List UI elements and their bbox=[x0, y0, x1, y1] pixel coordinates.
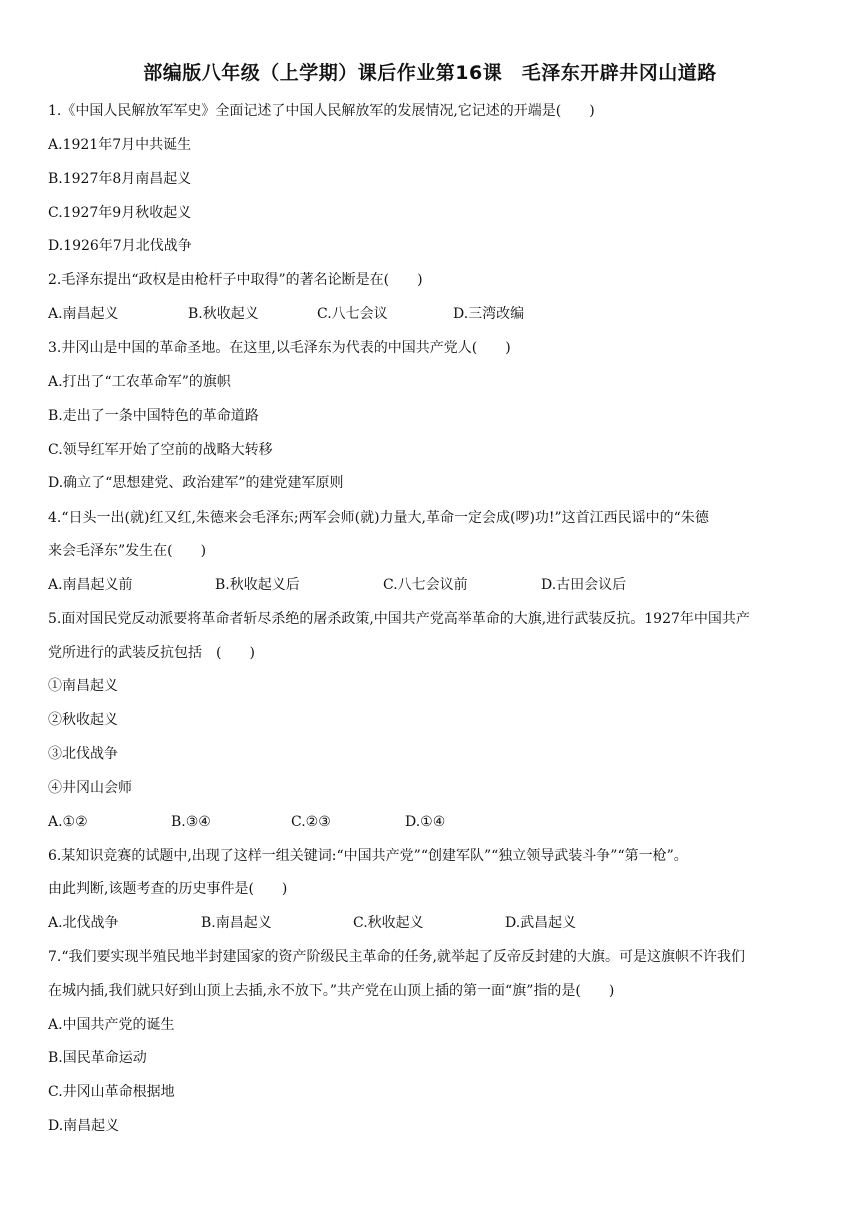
question-1-option-a: A.1921年7月中共诞生 bbox=[48, 137, 192, 153]
question-5-option-b: B.③④ bbox=[171, 814, 211, 830]
question-2-options bbox=[48, 304, 524, 324]
question-7-option-a: A.中国共产党的诞生 bbox=[48, 1017, 175, 1033]
question-4-options bbox=[48, 575, 626, 595]
question-4-option-c: C.八七会议前 bbox=[383, 577, 468, 593]
question-4-option-d: D.古田会议后 bbox=[541, 577, 627, 593]
question-5-option-c: C.②③ bbox=[291, 814, 331, 830]
question-6-stem-line-2: 由此判断,该题考查的历史事件是( ) bbox=[48, 881, 288, 897]
question-3-option-d: D.确立了“思想建党、政治建军”的建党建军原则 bbox=[48, 475, 344, 491]
question-1-option-b: B.1927年8月南昌起义 bbox=[48, 171, 192, 187]
question-1-stem: 1.《中国人民解放军军史》全面记述了中国人民解放军的发展情况,它记述的开端是( ) bbox=[48, 103, 595, 119]
question-6-option-d: D.武昌起义 bbox=[505, 915, 577, 931]
question-4-stem-line-2: 来会毛泽东”发生在( ) bbox=[48, 543, 207, 559]
question-2-option-a: A.南昌起义 bbox=[48, 306, 119, 322]
question-6-stem-line-1: 6.某知识竞赛的试题中,出现了这样一组关键词:“中国共产党”“创建军队”“独立领导武装斗争”“第一枪”。 bbox=[48, 848, 688, 864]
question-6-options bbox=[48, 913, 576, 933]
question-1-option-d: D.1926年7月北伐战争 bbox=[48, 238, 192, 254]
question-5-stem-line-1: 5.面对国民党反动派要将革命者斩尽杀绝的屠杀政策,中国共产党高举革命的大旗,进行武装反抗。1927年中国共产 bbox=[48, 611, 750, 627]
question-5-item-2: ②秋收起义 bbox=[48, 712, 118, 728]
question-3-option-a: A.打出了“工农革命军”的旗帜 bbox=[48, 374, 231, 390]
question-5-item-4: ④井冈山会师 bbox=[48, 780, 132, 796]
question-6-option-c: C.秋收起义 bbox=[353, 915, 424, 931]
question-2-stem: 2.毛泽东提出“政权是由枪杆子中取得”的著名论断是在( ) bbox=[48, 272, 423, 288]
question-5-stem-line-2: 党所进行的武装反抗包括 ( ) bbox=[48, 645, 255, 661]
question-4-stem-line-1: 4.“日头一出(就)红又红,朱德来会毛泽东;两军会师(就)力量大,革命一定会成(啰)功!”这首江西民谣中的“朱德 bbox=[48, 510, 709, 526]
question-3-stem: 3.井冈山是中国的革命圣地。在这里,以毛泽东为代表的中国共产党人( ) bbox=[48, 340, 511, 356]
question-4-option-a: A.南昌起义前 bbox=[48, 577, 133, 593]
question-7-stem-line-1: 7.“我们要实现半殖民地半封建国家的资产阶级民主革命的任务,就举起了反帝反封建的大旗。可是这旗帜不许我们 bbox=[48, 949, 745, 965]
question-4-option-b: B.秋收起义后 bbox=[215, 577, 300, 593]
question-6-option-b: B.南昌起义 bbox=[201, 915, 272, 931]
page-title: 部编版八年级（上学期）课后作业第16课 毛泽东开辟井冈山道路 bbox=[143, 62, 717, 84]
question-6-option-a: A.北伐战争 bbox=[48, 915, 119, 931]
question-5-item-3: ③北伐战争 bbox=[48, 746, 118, 762]
question-2-option-d: D.三湾改编 bbox=[453, 306, 525, 322]
question-7-option-b: B.国民革命运动 bbox=[48, 1050, 147, 1066]
question-2-option-c: C.八七会议 bbox=[317, 306, 388, 322]
question-7-stem-line-2: 在城内插,我们就只好到山顶上去插,永不放下。”共产党在山顶上插的第一面“旗”指的是( ) bbox=[48, 983, 615, 999]
question-7-option-c: C.井冈山革命根据地 bbox=[48, 1084, 175, 1100]
question-7-option-d: D.南昌起义 bbox=[48, 1118, 120, 1134]
question-3-option-c: C.领导红军开始了空前的战略大转移 bbox=[48, 442, 273, 458]
question-5-item-1: ①南昌起义 bbox=[48, 678, 118, 694]
question-5-option-a: A.①② bbox=[48, 814, 88, 830]
question-5-options bbox=[48, 812, 445, 832]
question-3-option-b: B.走出了一条中国特色的革命道路 bbox=[48, 408, 259, 424]
question-2-option-b: B.秋收起义 bbox=[188, 306, 259, 322]
question-5-option-d: D.①④ bbox=[405, 814, 446, 830]
question-1-option-c: C.1927年9月秋收起义 bbox=[48, 205, 192, 221]
